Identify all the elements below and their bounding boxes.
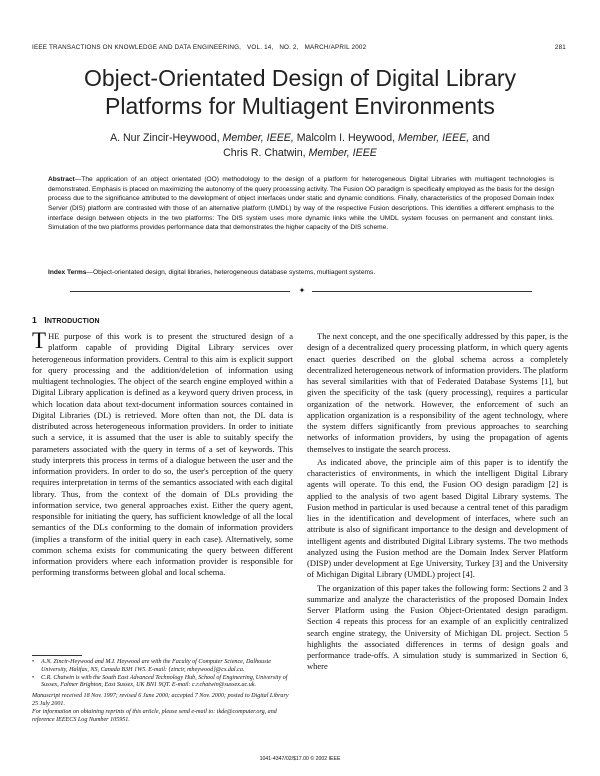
section-heading [32, 315, 100, 325]
reprints-info: For information on obtaining reprints of this article, please send e-mail to: tkde@computer.org, and reference IEEECS Log Number 105951. [32, 708, 277, 723]
running-header [32, 44, 566, 51]
author-3-role: Member, IEEE [308, 147, 377, 159]
body-column-left [32, 328, 293, 579]
journal-number: NO. 2, [279, 44, 299, 51]
right-paragraph-1: The next concept, and the one specifically addressed by this paper, is the design of a decentralized query processing platform, in which query agents enact queries described on the global schema across a completely decentralized heterogeneous network of information providers. The platform has several similarities with that of Federated Database Systems [1], but given the specificity of the task (query processing), requires a particular organization of the network. However, the enforcement of such an application organization is a responsibility of the agent technology, where the system differs significantly from previous approaches to searching networks of information providers, by using the propagation of agents themselves to instigate the search process. [307, 331, 568, 454]
page-number: 281 [554, 44, 566, 51]
paper-title [30, 64, 570, 120]
footnote-bullet: • [32, 674, 35, 681]
right-paragraph-2: As indicated above, the principle aim of this paper is to identify the characteristics of environments, in which the intelligent Digital Library agents will operate. To this end, the Fusion OO design paradigm [2] is applied to the analysis of two agent based Digital Library systems. The Fusion method in particular is used because a central tenet of this paradigm lies in the identification and development of interfaces, where such an attribute is also of significant importance to the design and development of intelligent agents and distributed Digital Library systems. The two methods analyzed using the Fusion method are the Domain Index Server Platform (DISP) under development at Ege University, Turkey [3] and the University of Michigan Digital Library (UMDL) project [4]. [307, 456, 568, 580]
section-number: 1 [32, 315, 37, 325]
journal-date: MARCH/APRIL 2002 [304, 44, 367, 51]
footnote-bullet: • [32, 659, 35, 665]
footnote-affiliation-2 [32, 675, 293, 691]
index-terms-label: Index Terms [48, 269, 87, 276]
author-2-role: Member, IEEE, [398, 132, 470, 144]
divider-diamond-icon: ✦ [298, 286, 306, 295]
journal-name: IEEE TRANSACTIONS ON KNOWLEDGE AND DATA ENGINEERING, [32, 44, 242, 51]
author-3-name: Chris R. Chatwin, [223, 147, 306, 159]
right-paragraph-3: The organization of this paper takes the following form: Sections 2 and 3 summarize and analyze the characteristics of the proposed Domain Index Server Platform using the Fusion Object-Orientated design paradigm. Section 4 repeats this process for an example of an explicitly centralized search engine strategy, the University of Michigan DL project. Section 5 highlights the associated differences in terms of design goals and performance trade-offs. A simulation study is summarized in Section 6, where [307, 582, 568, 672]
author-conjunction: and [472, 132, 490, 144]
journal-volume: VOL. 14, [247, 44, 274, 51]
title-line-1: Object-Orientated Design of Digital Library [83, 65, 517, 91]
abstract-label: Abstract [48, 176, 75, 183]
footnotes [32, 659, 293, 724]
index-terms-text: —Object-orientated design, digital libraries, heterogeneous database systems, multiagent systems. [86, 269, 376, 276]
divider-rule-left [70, 291, 290, 292]
body-column-right [307, 331, 568, 673]
author-2-name: Malcolm I. Heywood, [296, 132, 396, 144]
footnote-rule [32, 655, 82, 656]
index-terms [48, 268, 554, 277]
abstract-text: —The application of an object orientated (OO) methodology to the design of a platform for heterogeneous Digital Libraries with multiagent technologies is demonstrated. Emphasis is placed on maximizing the autonomy of the query processing activity. The Fusion OO paradigm is specifically employed as the basis for the design process due to the significance attributed to the development of object interfaces under static and dynamic conditions. Finally, characteristics of the proposed Domain Index Server (DIS) platform are contrasted with those of an alternative platform (UMDL) by way of the respective Fusion descriptions. This identifies a different emphasis to the interface design between objects in the two platforms: The DIS system uses more dynamic links while the UMDL system focuses on permanent and constant links. Simulation of the two platforms provides performance data that demonstrates the higher capacity of the DIS scheme. [48, 176, 554, 232]
section-title-initial: I [44, 315, 47, 325]
copyright-line: 1041-4347/02/$17.00 © 2002 IEEE [259, 756, 341, 762]
author-list [40, 131, 560, 161]
divider-rule-right [312, 291, 532, 292]
drop-cap: T [32, 328, 47, 353]
author-1-role: Member, IEEE, [222, 132, 294, 144]
abstract [48, 175, 554, 233]
footnote-text: A.N. Zincir-Heywood and M.I. Heywood are with the Faculty of Computer Science, Dalhousie University, Halifax, NS, Canada B3H 1W5. E-mail: {zincir, mheywood}@cs.dal.ca. [41, 659, 271, 673]
title-line-2: Platforms for Multiagent Environments [105, 93, 495, 119]
footnote-affiliation-1 [32, 659, 293, 675]
author-1-name: A. Nur Zincir-Heywood, [110, 132, 220, 144]
section-title-rest: NTRODUCTION [46, 318, 100, 325]
footnote-text: C.R. Chatwin is with the South East Advanced Technology Hub, School of Engineering, University of Sussex, Falmer Brighton, East Sussex, UK BN1 9QT. E-mail: c.r.chatwin@sussex.ac.uk. [41, 674, 288, 689]
paragraph [32, 328, 293, 579]
left-paragraph-1: HE purpose of this work is to present the structured design of a platform capable of providing Digital Library services over heterogeneous information providers. Central to this aim is explicit support for query processing and the addition/deletion of information using multiagent technologies. The object of the search engine employed within a Digital Library application is defined as a keyword query driven process, in which location data about text-document information sources contained in Digital Libraries (DL) is retrieved. More often than not, the DL data is distributed across heterogeneous information providers. In order to initiate such a service, it is assumed that the user is able to suitably specify the parameters associated with the query in terms of a set of keywords. This study interprets this process in terms of a dialogue between the user and the information providers. In order to do so, the user's perception of the query requires interpretation in terms of the semantics associated with each digital library. Thus, from the context of the domain of DLs providing the information service, two general approaches exist. Either the query agent, responsible for initiating the query, has sufficient knowledge of all the local semantics of the DLs conforming to the domain of information providers (implies a transform of the initial query in each case). Alternatively, some common schema exists for communicating the query between different information providers where each information provider is responsible for performing transforms between global and local schema. [32, 331, 293, 578]
manuscript-dates: Manuscript received 18 Nov. 1997; revised 6 June 2000; accepted 7 Nov. 2000; posted to Digital Library 25 July 2001. [32, 693, 289, 707]
